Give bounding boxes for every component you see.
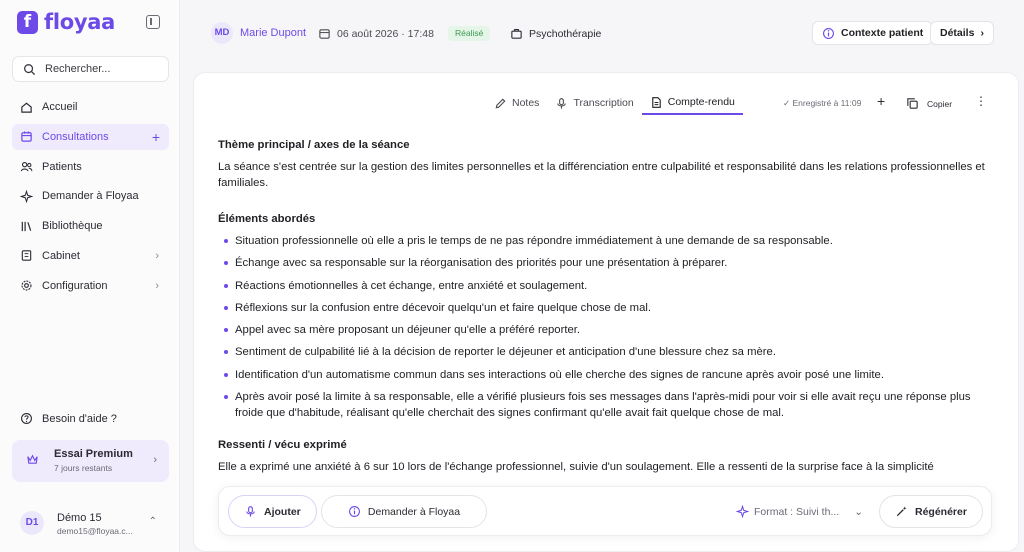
list-item: Sentiment de culpabilité lié à la décision de reporter le déjeuner et anticipation d'une blessure chez sa mère.	[218, 344, 988, 360]
pencil-icon	[494, 97, 507, 110]
tab-transcription[interactable]	[547, 91, 641, 115]
search-icon	[23, 63, 36, 76]
briefcase-icon	[510, 27, 523, 40]
regenerate-label: Régénérer	[915, 505, 967, 518]
section-title: Éléments abordés	[218, 213, 316, 225]
chevron-right-icon: ›	[155, 279, 159, 292]
type-text: Psychothérapie	[529, 27, 602, 40]
chevron-right-icon: ›	[155, 249, 159, 262]
document-icon	[650, 96, 663, 109]
sidebar-item-label: Bibliothèque	[42, 220, 103, 233]
list-item: Appel avec sa mère proposant un déjeuner qu'elle a préféré reporter.	[218, 322, 988, 338]
tab-notes[interactable]	[486, 91, 547, 115]
regenerate-button[interactable]	[879, 495, 983, 528]
section-text: Elle a exprimé une anxiété à 6 sur 10 lors de l'échange professionnel, suivie d'un soulagement. Elle a ressenti de la surprise face à la simplicité	[218, 461, 934, 474]
status-badge: Réalisé	[448, 26, 490, 41]
add-icon[interactable]: +	[877, 93, 886, 109]
report-content[interactable]	[218, 137, 988, 495]
sidebar	[0, 0, 180, 552]
calendar-icon	[318, 27, 331, 40]
search-box[interactable]	[12, 56, 169, 82]
user-email: demo15@floyaa.c...	[57, 526, 133, 536]
sidebar-item-label: Demander à Floyaa	[42, 190, 139, 203]
format-select[interactable]	[736, 505, 863, 518]
add-label: Ajouter	[264, 505, 301, 518]
list-item: Identification d'un automatisme commun dans ses interactions où elle cherche des signes de rancune après avoir posé une limite.	[218, 367, 988, 383]
search-input[interactable]	[45, 63, 155, 75]
report-card	[193, 72, 1019, 552]
mic-icon	[555, 97, 568, 110]
help-label: Besoin d'aide ?	[42, 412, 117, 425]
building-icon	[20, 249, 33, 262]
sidebar-collapse-icon[interactable]	[146, 15, 160, 29]
patient-avatar: MD	[211, 22, 233, 44]
mic-icon	[244, 505, 257, 518]
sidebar-item-label: Configuration	[42, 279, 108, 292]
sidebar-item-label: Patients	[42, 160, 82, 173]
logo-text: floyaa	[44, 10, 115, 34]
patient-link[interactable]	[211, 22, 306, 44]
patient-name: Marie Dupont	[240, 27, 307, 39]
calendar-icon	[20, 130, 33, 143]
sparkle-icon	[736, 505, 749, 518]
sidebar-item-configuration[interactable]	[12, 273, 169, 299]
format-label: Format : Suivi th...	[754, 505, 840, 518]
tab-label: Transcription	[573, 97, 634, 109]
logo[interactable]	[17, 10, 115, 34]
add-button[interactable]	[228, 495, 317, 528]
sidebar-item-accueil[interactable]	[12, 94, 169, 120]
sidebar-item-label: Consultations	[42, 130, 109, 143]
library-icon	[20, 220, 33, 233]
gear-icon	[20, 279, 33, 292]
copy-label: Copier	[927, 98, 953, 109]
tab-label: Notes	[512, 97, 540, 109]
info-icon	[822, 27, 835, 40]
list-item: Réactions émotionnelles à cet échange, entre anxiété et soulagement.	[218, 278, 988, 294]
premium-trial-card[interactable]	[12, 440, 169, 482]
premium-subtitle: 7 jours restants	[54, 463, 113, 473]
details-label: Détails	[940, 27, 975, 39]
list-item: Échange avec sa responsable sur la réorganisation des priorités pour une présentation à préparer.	[218, 255, 988, 271]
sidebar-item-cabinet[interactable]	[12, 243, 169, 269]
help-icon	[20, 412, 33, 425]
avatar: D1	[20, 511, 44, 535]
details-button[interactable]	[930, 21, 994, 45]
sidebar-item-label: Accueil	[42, 101, 78, 113]
copy-button[interactable]	[906, 97, 952, 110]
ask-floyaa-button[interactable]	[321, 495, 487, 528]
action-bar	[218, 486, 992, 536]
patient-context-button[interactable]	[812, 21, 933, 45]
tab-compte-rendu[interactable]	[642, 91, 743, 115]
consultation-type	[510, 27, 601, 40]
sidebar-item-demander[interactable]	[12, 183, 169, 209]
home-icon	[20, 101, 33, 114]
sidebar-nav	[12, 94, 169, 303]
date-text: 06 août 2026 · 17:48	[337, 27, 434, 40]
elements-list	[218, 233, 988, 421]
more-options-icon[interactable]: ⋮	[975, 94, 987, 108]
help-link[interactable]	[20, 412, 117, 425]
users-icon	[20, 160, 33, 173]
logo-mark: f	[17, 11, 38, 34]
sparkle-icon	[20, 190, 33, 203]
context-label: Contexte patient	[841, 27, 924, 39]
user-menu[interactable]	[12, 505, 169, 543]
consultation-header	[181, 0, 1024, 64]
magic-wand-icon	[895, 505, 908, 518]
tab-label: Compte-rendu	[667, 96, 735, 108]
list-item: Réflexions sur la confusion entre décevoir quelqu'un et faire quelque chose de mal.	[218, 300, 988, 316]
add-consultation-icon[interactable]: +	[151, 128, 160, 145]
section-title: Thème principal / axes de la séance	[218, 139, 410, 151]
crown-icon	[26, 453, 39, 466]
list-item: Situation professionnelle où elle a pris le temps de ne pas répondre immédiatement à une demande de sa responsable.	[218, 233, 988, 249]
sidebar-item-consultations[interactable]	[12, 124, 169, 150]
chevron-up-icon: ⌃	[148, 516, 157, 527]
consultation-date	[318, 27, 434, 40]
section-title: Ressenti / vécu exprimé	[218, 439, 347, 452]
premium-title: Essai Premium	[54, 448, 133, 460]
sidebar-item-bibliotheque[interactable]	[12, 213, 169, 239]
list-item: Après avoir posé la limite à sa responsable, elle a vérifié plusieurs fois ses messages dans l'après-midi pour voir si elle avait reçu une réponse plus froide que d'habitude, réalisant qu'elle cherchait des signes confirmant qu'elle avait fait quelque chose de mal.	[218, 389, 988, 421]
info-icon	[348, 505, 361, 518]
chevron-right-icon: ›	[980, 27, 984, 39]
ask-label: Demander à Floyaa	[367, 505, 461, 518]
section-text: La séance s'est centrée sur la gestion des limites personnelles et la différenciation entre culpabilité et responsabilité dans les relations professionnelles et familiales.	[218, 161, 985, 189]
view-tabs	[486, 91, 743, 117]
copy-icon	[906, 97, 919, 110]
chevron-right-icon: ›	[153, 454, 157, 466]
saved-status: ✓ Enregistré à 11:09	[783, 98, 862, 108]
chevron-down-icon: ⌄	[854, 505, 864, 518]
user-name: Démo 15	[57, 512, 102, 524]
sidebar-item-patients[interactable]	[12, 154, 169, 180]
sidebar-item-label: Cabinet	[42, 249, 80, 262]
